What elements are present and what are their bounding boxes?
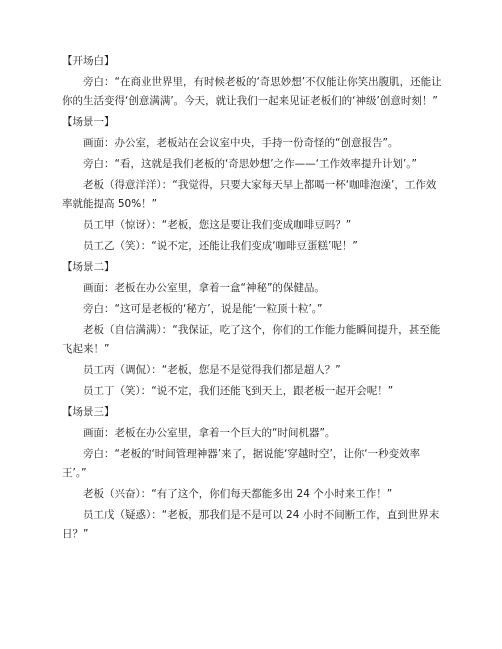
paragraph: 旁白：“老板的‘时间管理神器’来了，据说能‘穿越时空’，让你‘一秒变效率王’。” — [62, 448, 421, 479]
paragraph: 画面：老板在办公室里，拿着一个巨大的“时间机器”。 — [83, 427, 336, 439]
paragraph: 员工甲（惊讶）：“老板，您这是要让我们变成咖啡豆吗？” — [83, 219, 352, 231]
paragraph: 旁白：“在商业世界里，有时候老板的‘奇思妙想’不仅能让你笑出腹肌，还能让你的生活变得‘创意满满’。今天，就让我们一起来见证老板们的‘神级’创意时刻！” — [62, 76, 442, 107]
paragraph: 员工戊（疑惑）：“老板，那我们是不是可以 24 小时不间断工作，直到世界末日？” — [62, 509, 440, 540]
paragraph: 员工丁（笑）：“说不定，我们还能飞到天上，跟老板一起开会呢！” — [83, 385, 394, 397]
section-scene-3 — [62, 403, 444, 544]
paragraph: 员工丙（调侃）：“老板，您是不是觉得我们都是超人？” — [83, 364, 341, 376]
section-heading: 【场景一】 — [62, 116, 115, 128]
section-heading: 【开场白】 — [62, 55, 115, 67]
paragraph: 老板（兴奋）：“有了这个，你们每天都能多出 24 个小时来工作！” — [83, 488, 393, 500]
paragraph: 旁白：“这可是老板的‘秘方’，说是能‘一粒顶十粒’。” — [83, 303, 323, 315]
section-opening — [62, 52, 444, 111]
section-heading: 【场景二】 — [62, 261, 115, 273]
paragraph: 旁白：“看，这就是我们老板的‘奇思妙想’之作——‘工作效率提升计划’。” — [83, 158, 417, 170]
paragraph: 老板（得意洋洋）：“我觉得，只要大家每天早上都喝一杯‘咖啡泡澡’，工作效率就能提高 50%！” — [62, 179, 437, 210]
paragraph: 画面：办公室，老板站在会议室中央，手持一份奇怪的“创意报告”。 — [83, 137, 399, 149]
section-scene-2 — [62, 258, 444, 401]
section-heading: 【场景三】 — [62, 406, 115, 418]
section-scene-1 — [62, 113, 444, 256]
paragraph: 员工乙（笑）：“说不定，还能让我们变成‘咖啡豆蛋糕’呢！” — [83, 240, 358, 252]
paragraph: 画面：老板在办公室里，拿着一盒“神秘”的保健品。 — [83, 282, 325, 294]
paragraph: 老板（自信满满）：“我保证，吃了这个，你们的工作能力能瞬间提升，甚至能飞起来！” — [62, 324, 441, 355]
